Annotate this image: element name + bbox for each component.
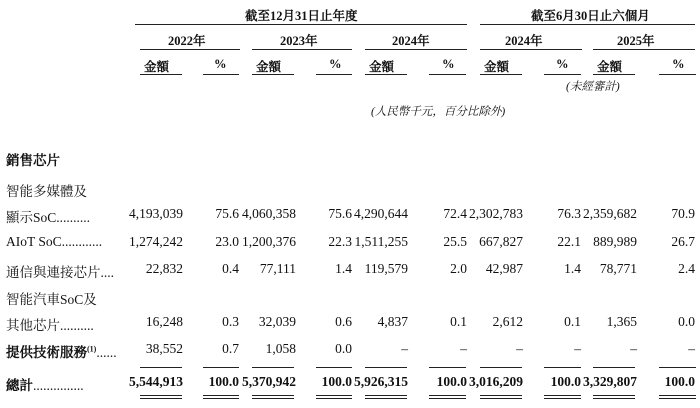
sub-rule xyxy=(203,74,239,75)
amount-cell: – xyxy=(630,341,637,356)
total-label: 總計............... xyxy=(6,378,84,393)
pct-header: % xyxy=(556,57,569,71)
total-double-rule xyxy=(140,395,182,396)
unaudited-note: (未經審計) xyxy=(566,81,620,93)
total-top-rule xyxy=(429,367,466,368)
amount-header: 金額 xyxy=(144,60,170,74)
year-rule-2025-h1 xyxy=(593,49,695,50)
pct-cell: 72.4 xyxy=(443,206,467,221)
pct-cell: 25.5 xyxy=(443,234,467,249)
pct-header: % xyxy=(214,57,227,71)
amount-cell: 78,771 xyxy=(599,261,637,276)
year-rule-2023 xyxy=(252,49,352,50)
period-half-header: 截至6月30日止六個月 xyxy=(531,9,650,23)
pct-cell: 0.0 xyxy=(678,314,695,329)
total-double-rule xyxy=(593,395,635,396)
section-title: 銷售芯片 xyxy=(6,153,60,168)
year-rule-2022 xyxy=(140,49,240,50)
total-top-rule xyxy=(316,367,352,368)
amount-cell: 16,248 xyxy=(145,314,183,329)
pct-cell: 100.0 xyxy=(550,374,581,389)
row-label-top: 智能多媒體及 xyxy=(6,184,87,199)
year-header-2024: 2024年 xyxy=(392,34,430,48)
amount-cell: 2,302,783 xyxy=(469,206,523,221)
row-label: 通信與連接芯片.... xyxy=(6,265,114,280)
pct-cell: 0.4 xyxy=(222,261,239,276)
amount-cell: – xyxy=(401,341,408,356)
sub-rule xyxy=(480,74,522,75)
amount-cell: 1,058 xyxy=(265,341,296,356)
total-double-rule xyxy=(480,395,522,396)
pct-cell: 26.7 xyxy=(671,234,695,249)
sub-rule xyxy=(252,74,294,75)
sub-rule xyxy=(593,74,635,75)
amount-cell: 5,926,315 xyxy=(354,374,408,389)
sub-rule xyxy=(140,74,182,75)
total-top-rule xyxy=(365,367,407,368)
total-double-rule xyxy=(203,398,239,399)
pct-cell: 23.0 xyxy=(215,234,239,249)
total-top-rule xyxy=(544,367,581,368)
amount-cell: 4,837 xyxy=(377,314,408,329)
amount-cell: 1,200,376 xyxy=(242,234,296,249)
row-label: 提供技術服務$^{(1)}$...... xyxy=(6,344,117,360)
amount-cell: 32,039 xyxy=(258,314,296,329)
amount-cell: 4,060,358 xyxy=(242,206,296,221)
row-label: 其他芯片.......... xyxy=(6,318,94,333)
pct-cell: 0.1 xyxy=(564,314,581,329)
pct-header: % xyxy=(329,57,342,71)
year-header-2024-h1: 2024年 xyxy=(505,34,543,48)
pct-cell: 0.3 xyxy=(222,314,239,329)
year-header-2025-h1: 2025年 xyxy=(617,34,655,48)
annual-header-rule xyxy=(135,24,467,25)
pct-header: % xyxy=(442,57,455,71)
amount-header: 金額 xyxy=(484,60,510,74)
amount-cell: 22,832 xyxy=(145,261,183,276)
total-double-rule xyxy=(203,395,239,396)
sub-rule xyxy=(659,74,696,75)
amount-cell: 5,544,913 xyxy=(129,374,183,389)
amount-cell: 1,365 xyxy=(606,314,637,329)
amount-cell: 1,511,255 xyxy=(354,234,408,249)
amount-cell: 667,827 xyxy=(479,234,523,249)
amount-cell: 119,579 xyxy=(364,261,408,276)
sub-rule xyxy=(429,74,466,75)
pct-cell: 0.6 xyxy=(335,314,352,329)
sub-rule xyxy=(365,74,407,75)
amount-cell: 3,329,807 xyxy=(583,374,637,389)
total-top-rule xyxy=(140,367,182,368)
year-rule-2024 xyxy=(365,49,467,50)
total-double-rule xyxy=(429,395,466,396)
pct-cell: 70.9 xyxy=(671,206,695,221)
total-top-rule xyxy=(480,367,522,368)
total-double-rule xyxy=(544,398,581,399)
row-label: AIoT SoC............ xyxy=(6,234,103,249)
pct-cell: – xyxy=(574,341,581,356)
pct-cell: 75.6 xyxy=(328,206,352,221)
period-annual-header: 截至12月31日止年度 xyxy=(245,9,358,23)
amount-cell: 4,193,039 xyxy=(129,206,183,221)
amount-cell: 889,989 xyxy=(593,234,637,249)
total-double-rule xyxy=(593,398,635,399)
sub-rule xyxy=(544,74,581,75)
pct-cell: 22.3 xyxy=(328,234,352,249)
amount-header: 金額 xyxy=(597,60,623,74)
year-header-2023: 2023年 xyxy=(280,34,318,48)
unit-note: (人民幣千元，百分比除外) xyxy=(371,106,506,118)
amount-cell: 77,111 xyxy=(259,261,296,276)
total-double-rule xyxy=(365,398,407,399)
pct-cell: 2.0 xyxy=(450,261,467,276)
pct-cell: 0.0 xyxy=(335,341,352,356)
total-double-rule xyxy=(659,395,696,396)
amount-cell: 5,370,942 xyxy=(242,374,296,389)
amount-cell: 3,016,209 xyxy=(469,374,523,389)
amount-cell: 1,274,242 xyxy=(129,234,183,249)
total-top-rule xyxy=(252,367,294,368)
total-double-rule xyxy=(316,395,352,396)
total-double-rule xyxy=(365,395,407,396)
total-double-rule xyxy=(252,398,294,399)
total-top-rule xyxy=(593,367,635,368)
total-top-rule xyxy=(659,367,696,368)
sub-rule xyxy=(316,74,352,75)
half-header-rule xyxy=(480,24,695,25)
pct-cell: 75.6 xyxy=(215,206,239,221)
amount-cell: – xyxy=(516,341,523,356)
amount-cell: 2,612 xyxy=(492,314,523,329)
amount-cell: 38,552 xyxy=(145,341,183,356)
pct-cell: – xyxy=(688,341,695,356)
pct-cell: 0.1 xyxy=(450,314,467,329)
total-double-rule xyxy=(544,395,581,396)
amount-cell: 42,987 xyxy=(485,261,523,276)
pct-cell: 1.4 xyxy=(564,261,581,276)
total-double-rule xyxy=(659,398,696,399)
pct-cell: 100.0 xyxy=(321,374,352,389)
pct-cell: 100.0 xyxy=(208,374,239,389)
pct-cell: 100.0 xyxy=(436,374,467,389)
amount-cell: 2,359,682 xyxy=(583,206,637,221)
pct-cell: 1.4 xyxy=(335,261,352,276)
total-double-rule xyxy=(140,398,182,399)
pct-cell: – xyxy=(460,341,467,356)
year-header-2022: 2022年 xyxy=(168,34,206,48)
amount-header: 金額 xyxy=(369,60,395,74)
amount-cell: 4,290,644 xyxy=(354,206,408,221)
pct-cell: 100.0 xyxy=(664,374,695,389)
total-double-rule xyxy=(252,395,294,396)
pct-cell: 22.1 xyxy=(557,234,581,249)
total-top-rule xyxy=(203,367,239,368)
row-label-top: 智能汽車SoC及 xyxy=(6,292,97,307)
total-double-rule xyxy=(480,398,522,399)
amount-header: 金額 xyxy=(256,60,282,74)
pct-cell: 76.3 xyxy=(557,206,581,221)
pct-cell: 2.4 xyxy=(678,261,695,276)
year-rule-2024-h1 xyxy=(480,49,582,50)
total-double-rule xyxy=(316,398,352,399)
total-double-rule xyxy=(429,398,466,399)
pct-cell: 0.7 xyxy=(222,341,239,356)
row-label: 顯示SoC.......... xyxy=(6,210,91,225)
pct-header: % xyxy=(672,57,685,71)
